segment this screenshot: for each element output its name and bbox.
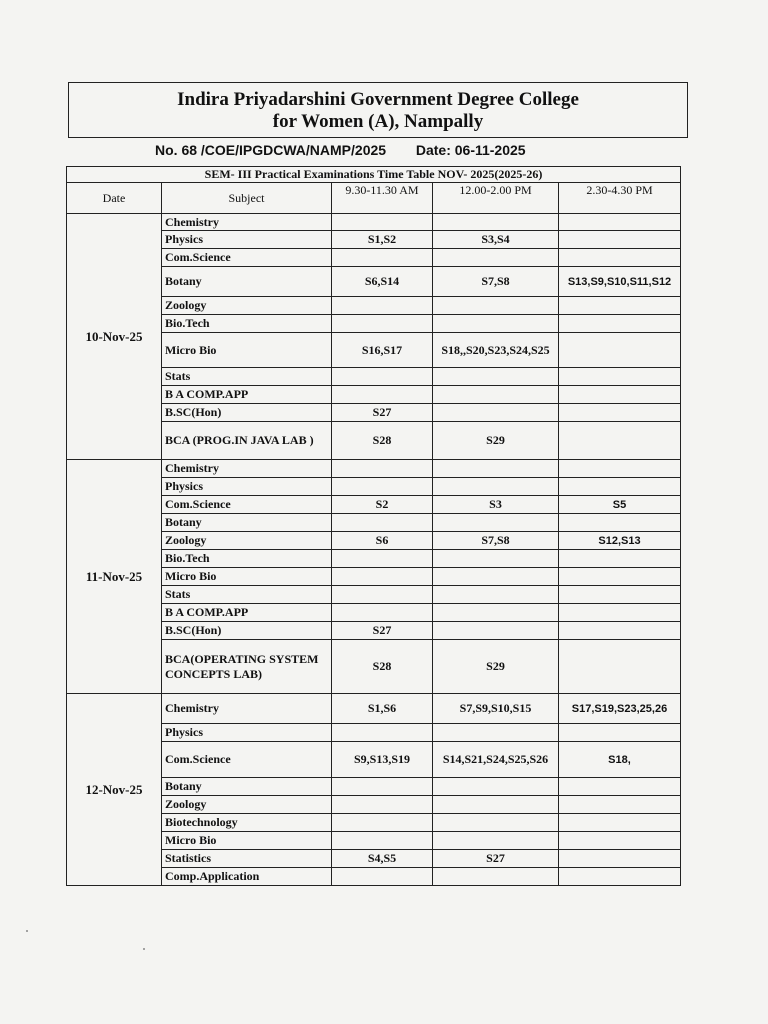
subject-cell: Botany [162,267,332,297]
slot-cell-1 [332,297,433,315]
subject-cell: Micro Bio [162,568,332,586]
reference-line [155,142,625,158]
table-row [67,214,681,231]
slot-cell-3 [559,814,681,832]
slot-cell-1 [332,814,433,832]
slot-cell-3 [559,514,681,532]
slot-cell-3 [559,297,681,315]
subject-cell: Physics [162,231,332,249]
exam-date: 12-Nov-25 [67,694,162,886]
exam-date: 10-Nov-25 [67,214,162,460]
slot-cell-3 [559,604,681,622]
slot-cell-2 [433,297,559,315]
slot-cell-2 [433,586,559,604]
column-header-subject: Subject [162,183,332,214]
subject-cell: Chemistry [162,460,332,478]
slot-cell-3 [559,478,681,496]
slot-cell-1 [332,249,433,267]
slot-cell-2 [433,604,559,622]
slot-cell-3 [559,724,681,742]
subject-cell: Bio.Tech [162,550,332,568]
slot-cell-3 [559,386,681,404]
slot-cell-3 [559,422,681,460]
slot-cell-1 [332,586,433,604]
subject-cell: BCA (PROG.IN JAVA LAB ) [162,422,332,460]
slot-cell-3 [559,832,681,850]
slot-cell-3 [559,586,681,604]
slot-cell-1 [332,460,433,478]
slot-cell-3: S5 [559,496,681,514]
slot-cell-2 [433,514,559,532]
slot-cell-1 [332,568,433,586]
slot-cell-3: S12,S13 [559,532,681,550]
subject-cell: Chemistry [162,694,332,724]
subject-cell: Stats [162,368,332,386]
subject-cell: Statistics [162,850,332,868]
slot-cell-1: S4,S5 [332,850,433,868]
slot-cell-1 [332,550,433,568]
subject-cell: Com.Science [162,249,332,267]
slot-cell-3: S13,S9,S10,S11,S12 [559,267,681,297]
subject-cell: Botany [162,778,332,796]
timetable [66,166,681,886]
slot-cell-2 [433,478,559,496]
slot-cell-2: S18,,S20,S23,S24,S25 [433,333,559,368]
slot-cell-3: S18, [559,742,681,778]
slot-cell-1: S6,S14 [332,267,433,297]
scan-speck [26,930,28,932]
slot-cell-1: S28 [332,640,433,694]
slot-cell-2 [433,622,559,640]
subject-cell: Micro Bio [162,333,332,368]
subject-cell: B.SC(Hon) [162,404,332,422]
slot-cell-1 [332,214,433,231]
slot-cell-1: S27 [332,622,433,640]
slot-cell-2: S7,S8 [433,267,559,297]
slot-cell-3 [559,568,681,586]
slot-cell-3 [559,214,681,231]
slot-cell-3 [559,640,681,694]
slot-cell-2 [433,315,559,333]
subject-cell: Com.Science [162,742,332,778]
slot-cell-3 [559,368,681,386]
slot-cell-2 [433,724,559,742]
slot-cell-2 [433,550,559,568]
slot-cell-1 [332,832,433,850]
slot-cell-2: S3,S4 [433,231,559,249]
subject-cell: Bio.Tech [162,315,332,333]
subject-cell: Comp.Application [162,868,332,886]
subject-cell: B A COMP.APP [162,386,332,404]
slot-cell-2 [433,404,559,422]
column-header-slot-1: 9.30-11.30 AM [332,183,433,214]
slot-cell-1 [332,604,433,622]
slot-cell-3 [559,778,681,796]
column-header-slot-2: 12.00-2.00 PM [433,183,559,214]
slot-cell-2 [433,568,559,586]
slot-cell-1 [332,315,433,333]
slot-cell-1: S6 [332,532,433,550]
slot-cell-3 [559,850,681,868]
slot-cell-3 [559,315,681,333]
column-header-row [67,183,681,214]
slot-cell-3 [559,622,681,640]
slot-cell-1: S28 [332,422,433,460]
subject-cell: Micro Bio [162,832,332,850]
slot-cell-1 [332,778,433,796]
subject-cell: Zoology [162,532,332,550]
slot-cell-3 [559,249,681,267]
slot-cell-1: S16,S17 [332,333,433,368]
slot-cell-2 [433,814,559,832]
slot-cell-2: S7,S9,S10,S15 [433,694,559,724]
slot-cell-2 [433,368,559,386]
slot-cell-3: S17,S19,S23,25,26 [559,694,681,724]
slot-cell-2 [433,868,559,886]
slot-cell-1 [332,478,433,496]
slot-cell-1 [332,368,433,386]
timetable-title: SEM- III Practical Examinations Time Table NOV- 2025(2025-26) [67,167,681,183]
slot-cell-2 [433,249,559,267]
subject-cell: B A COMP.APP [162,604,332,622]
college-name-line2: for Women (A), Nampally [272,111,484,132]
slot-cell-2 [433,460,559,478]
slot-cell-2: S14,S21,S24,S25,S26 [433,742,559,778]
college-name-line1: Indira Priyadarshini Government Degree College [177,89,579,110]
scan-speck [143,948,145,950]
issue-date: Date: 06-11-2025 [415,142,526,158]
table-row [67,460,681,478]
exam-date: 11-Nov-25 [67,460,162,694]
timetable-body [67,214,681,886]
subject-cell: Physics [162,478,332,496]
subject-cell: Physics [162,724,332,742]
slot-cell-1 [332,386,433,404]
reference-number: No. 68 /COE/IPGDCWA/NAMP/2025 [155,142,387,158]
subject-cell: Com.Science [162,496,332,514]
column-header-date: Date [67,183,162,214]
subject-cell: Chemistry [162,214,332,231]
slot-cell-1 [332,868,433,886]
subject-cell: Botany [162,514,332,532]
slot-cell-2 [433,796,559,814]
slot-cell-2: S29 [433,422,559,460]
slot-cell-3 [559,404,681,422]
slot-cell-1 [332,514,433,532]
slot-cell-1: S27 [332,404,433,422]
slot-cell-2 [433,778,559,796]
subject-cell: Stats [162,586,332,604]
slot-cell-1: S9,S13,S19 [332,742,433,778]
slot-cell-3 [559,460,681,478]
slot-cell-1: S1,S6 [332,694,433,724]
slot-cell-2: S3 [433,496,559,514]
slot-cell-1 [332,796,433,814]
slot-cell-2: S29 [433,640,559,694]
subject-cell: BCA(OPERATING SYSTEM CONCEPTS LAB) [162,640,332,694]
slot-cell-1: S2 [332,496,433,514]
subject-cell: Zoology [162,796,332,814]
slot-cell-3 [559,868,681,886]
slot-cell-2: S27 [433,850,559,868]
slot-cell-3 [559,550,681,568]
slot-cell-2 [433,214,559,231]
column-header-slot-3: 2.30-4.30 PM [559,183,681,214]
subject-cell: Biotechnology [162,814,332,832]
table-row [67,694,681,724]
subject-cell: Zoology [162,297,332,315]
slot-cell-2 [433,386,559,404]
subject-cell: B.SC(Hon) [162,622,332,640]
slot-cell-2 [433,832,559,850]
college-header [68,82,688,138]
slot-cell-1 [332,724,433,742]
slot-cell-2: S7,S8 [433,532,559,550]
slot-cell-3 [559,333,681,368]
slot-cell-3 [559,231,681,249]
slot-cell-1: S1,S2 [332,231,433,249]
slot-cell-3 [559,796,681,814]
